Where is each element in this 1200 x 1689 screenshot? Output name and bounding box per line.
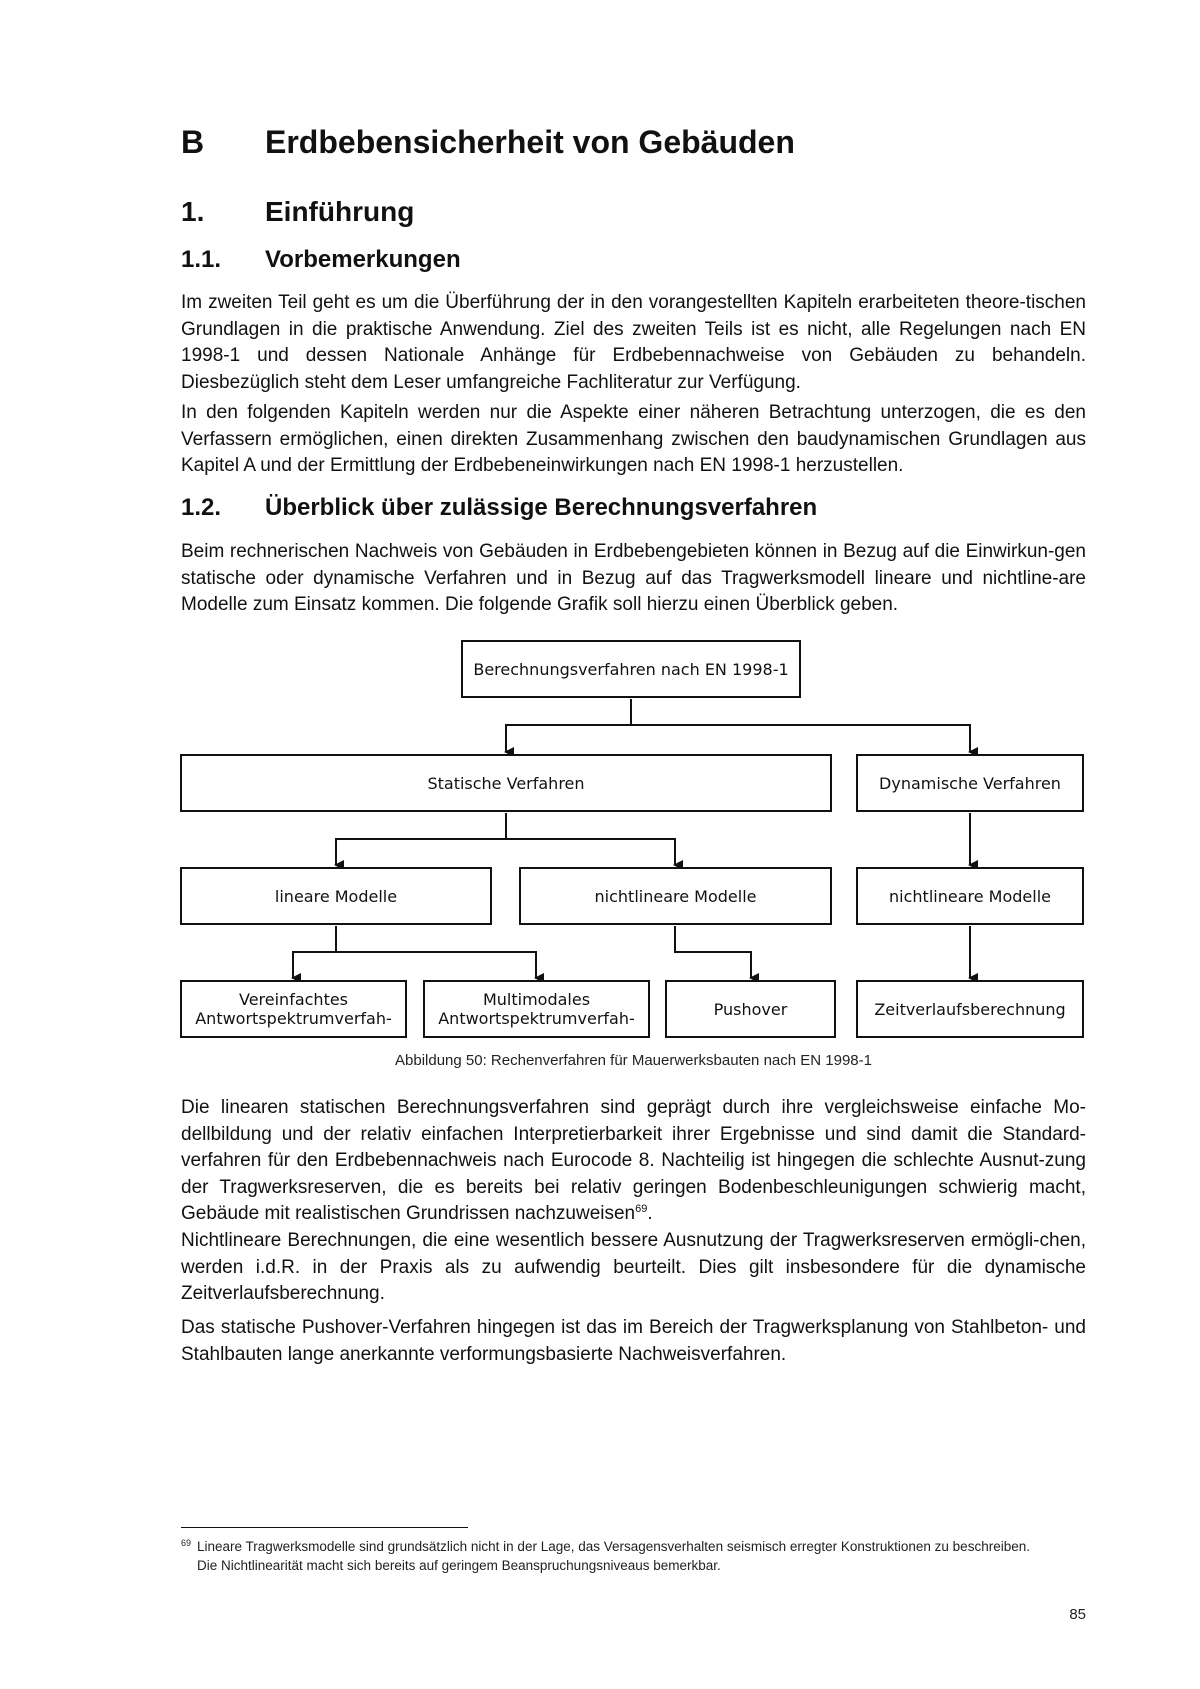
section-title-1-1: Vorbemerkungen xyxy=(265,246,461,273)
chapter-title: Einführung xyxy=(265,196,415,227)
section-heading-1-1 xyxy=(181,246,461,274)
box-nonlinear-models-dynamic: nichtlineare Modelle xyxy=(856,867,1084,925)
section-title-1-2: Überblick über zulässige Berechnungsverfahren xyxy=(265,494,818,521)
footnote-line-1 xyxy=(181,1538,1086,1557)
footnote-text-2: Die Nichtlinearität macht sich bereits auf geringem Beanspruchungsniveaus bemerkbar. xyxy=(197,1558,721,1573)
section-number-1-2: 1.2. xyxy=(181,494,222,521)
paragraph-linear-methods xyxy=(181,1095,1086,1228)
paragraph-linear-methods-end: . xyxy=(647,1203,653,1224)
chapter-number: 1. xyxy=(181,196,205,227)
connector-linear-multimodal xyxy=(336,952,536,978)
box-pushover: Pushover xyxy=(665,980,836,1038)
connector-root-static xyxy=(506,725,631,752)
footnote-separator xyxy=(181,1527,468,1528)
connector-root-dynamic xyxy=(631,725,970,752)
box-linear-models: lineare Modelle xyxy=(180,867,492,925)
page-number: 85 xyxy=(1069,1606,1086,1623)
box-multimodal-response-spectrum: Multimodales Antwortspektrumverfah- xyxy=(423,980,650,1038)
paragraph-intro-1: Im zweiten Teil geht es um die Überführung der in den vorangestellten Kapiteln erarbeiteten theore-tischen Grundlagen in die praktische Anwendung. Ziel des zweiten Teils ist es nicht, alle Regelungen nach EN 1998-1 und dessen Nationale Anhänge für Erdbebennachweise von Gebäuden zu behandeln. Diesbezüglich steht dem Leser umfangreiche Fachliteratur zur Verfügung. xyxy=(181,292,1086,393)
section-number-1-1: 1.1. xyxy=(181,246,222,273)
paragraph-overview: Beim rechnerischen Nachweis von Gebäuden in Erdbebengebieten können in Bezug auf die Einwirkun-gen statische oder dynamische Verfahren und in Bezug auf das Tragwerksmodell lineare und nichtline-are Modelle zum Einsatz kommen. Die folgende Grafik soll hierzu einen Überblick geben. xyxy=(181,541,1086,615)
part-number: B xyxy=(181,124,205,160)
part-title: Erdbebensicherheit von Gebäuden xyxy=(265,124,795,160)
box-time-history: Zeitverlaufsberechnung xyxy=(856,980,1084,1038)
section-heading-1-2 xyxy=(181,494,817,522)
footnote xyxy=(181,1538,1086,1575)
connector-linear-simplified xyxy=(293,952,336,978)
paragraph-nonlinear-methods: Nichtlineare Berechnungen, die eine wesentlich bessere Ausnutzung der Tragwerksreserven ermögli-chen, werden i.d.R. in der Praxis als zu aufwendig beurteilt. Dies gilt insbesondere für die dynamische Zeitverlaufsberechnung. xyxy=(181,1230,1086,1304)
box-simplified-response-spectrum: Vereinfachtes Antwortspektrumverfah- xyxy=(180,980,407,1038)
box-nonlinear-models-static: nichtlineare Modelle xyxy=(519,867,832,925)
part-heading xyxy=(181,124,795,161)
connector-static-linear xyxy=(336,839,506,865)
footnote-mark: 69 xyxy=(181,1538,192,1548)
footnote-reference: 69 xyxy=(635,1203,648,1215)
footnote-text-1: Lineare Tragwerksmodelle sind grundsätzlich nicht in der Lage, das Versagensverhalten seismisch erregter Konstruktionen zu beschreiben. xyxy=(197,1539,1030,1554)
box-static-methods: Statische Verfahren xyxy=(180,754,832,812)
connector-nonlinear-pushover xyxy=(675,926,751,978)
connector-static-nonlinear xyxy=(506,839,675,865)
box-root: Berechnungsverfahren nach EN 1998-1 xyxy=(461,640,801,698)
paragraph-linear-methods-text: Die linearen statischen Berechnungsverfahren sind geprägt durch ihre vergleichsweise einfache Mo-dellbildung und der relativ einfachen Interpretierbarkeit ihrer Ergebnisse und sind damit die Standard-verfahren für den Erdbebennachweis nach Eurocode 8. Nachteilig ist hingegen die schlechte Ausnut-zung der Tragwerksreserven, die es bereits bei relativ geringen Bodenbeschleunigungen schwierig macht, Gebäude mit realistischen Grundrissen nachzuweisen xyxy=(181,1097,1086,1224)
chapter-heading xyxy=(181,196,414,228)
paragraph-pushover: Das statische Pushover-Verfahren hingegen ist das im Bereich der Tragwerksplanung von Stahlbeton- und Stahlbauten lange anerkannte verformungsbasierte Nachweisverfahren. xyxy=(181,1317,1086,1365)
figure-caption: Abbildung 50: Rechenverfahren für Mauerwerksbauten nach EN 1998-1 xyxy=(395,1052,872,1069)
box-dynamic-methods: Dynamische Verfahren xyxy=(856,754,1084,812)
paragraph-intro-2: In den folgenden Kapiteln werden nur die Aspekte einer näheren Betrachtung unterzogen, die es den Verfassern ermöglichen, einen direkten Zusammenhang zwischen den baudynamischen Grundlagen aus Kapitel A und der Ermittlung der Erdbebeneinwirkungen nach EN 1998-1 herzustellen. xyxy=(181,402,1086,476)
